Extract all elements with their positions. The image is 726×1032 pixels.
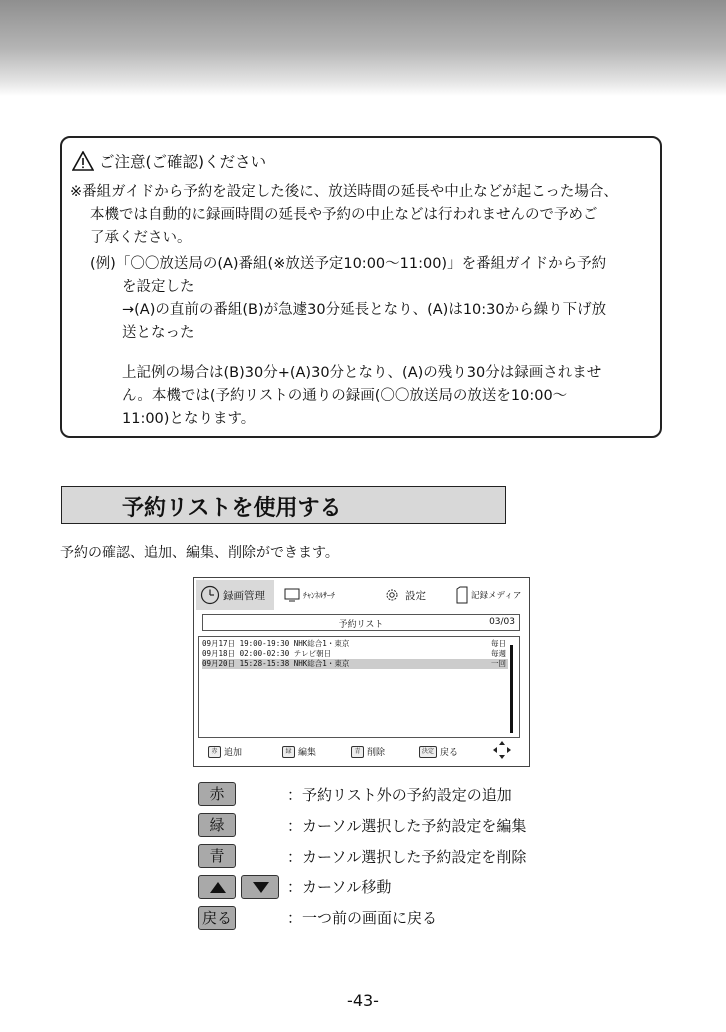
enter-key-icon: 決定 <box>419 746 437 758</box>
tab-recording-media[interactable] <box>456 580 521 610</box>
back-button-description: ：一つ前の画面に戻る <box>287 909 438 927</box>
notice-title <box>72 150 266 172</box>
up-arrow-icon <box>210 882 226 893</box>
notice-box <box>60 136 662 438</box>
green-button: 緑 <box>198 813 236 837</box>
footer-add <box>208 745 242 758</box>
blue-key-icon: 青 <box>351 746 364 758</box>
section-heading-text: 予約リストを使用する <box>122 496 342 521</box>
notice-line: 送となった <box>122 325 195 341</box>
blue-button: 青 <box>198 844 236 868</box>
notice-line: ※番組ガイドから予約を設定した後に、放送時間の延長や中止などが起こった場合、 <box>70 184 618 200</box>
list-title-bar <box>202 614 520 631</box>
footer-back-label: 戻る <box>440 748 459 758</box>
sd-card-icon <box>456 586 468 604</box>
tab-recording-manager[interactable] <box>196 580 274 610</box>
notice-line: ん。本機では(予約リストの通りの録画(〇〇放送局の放送を10:00〜 <box>122 388 568 404</box>
red-button-description: ：予約リスト外の予約設定の追加 <box>287 786 512 804</box>
notice-line: →(A)の直前の番組(B)が急遽30分延長となり、(A)は10:30から繰り下げ放 <box>122 302 607 318</box>
up-button <box>198 875 236 899</box>
page-number: -43- <box>347 991 379 1010</box>
down-arrow-icon <box>253 882 269 893</box>
notice-line: 11:00)となります。 <box>122 411 256 427</box>
list-title: 予約リスト <box>338 620 384 630</box>
reservation-text: 09月17日 19:00-19:30 NHK総合1・東京 <box>202 639 350 648</box>
footer-add-label: 追加 <box>224 748 243 758</box>
gear-icon <box>384 587 400 603</box>
blue-button-description: ：カーソル選択した予約設定を削除 <box>287 848 527 866</box>
red-key-icon: 赤 <box>208 746 221 758</box>
tab-settings[interactable] <box>384 580 426 610</box>
reservation-text: 09月18日 02:00-02:30 テレビ朝日 <box>202 649 332 658</box>
footer-back <box>419 745 458 758</box>
green-button-description: ：カーソル選択した予約設定を編集 <box>287 817 527 835</box>
notice-title-text: ご注意(ご確認)ください <box>99 153 267 171</box>
notice-line: (例)「〇〇放送局の(A)番組(※放送予定10:00〜11:00)」を番組ガイドから予約 <box>90 256 607 272</box>
list-item[interactable] <box>202 649 508 659</box>
notice-line: 上記例の場合は(B)30分+(A)30分となり、(A)の残り30分は録画されませ <box>122 365 602 381</box>
reservation-frequency: 一回 <box>491 659 506 668</box>
arrow-buttons-description: ：カーソル移動 <box>287 878 392 896</box>
notice-line: を設定した <box>122 279 195 295</box>
tab-label: 録画管理 <box>223 589 265 602</box>
dpad-icon <box>492 740 512 760</box>
reservation-frequency: 毎週 <box>491 649 506 658</box>
reservation-frequency: 毎日 <box>491 639 506 648</box>
tab-label: ﾁｬﾝﾈﾙｻｰﾁ <box>303 590 335 600</box>
tv-search-icon <box>284 587 300 603</box>
reservation-list-screen <box>193 577 530 767</box>
clock-icon <box>200 585 220 605</box>
footer-delete <box>351 745 385 758</box>
down-button <box>241 875 279 899</box>
tab-channel-search[interactable] <box>284 580 335 610</box>
header-band <box>0 0 726 96</box>
footer-edit <box>282 745 316 758</box>
scrollbar[interactable] <box>510 645 513 733</box>
red-button: 赤 <box>198 782 236 806</box>
footer-delete-label: 削除 <box>367 748 386 758</box>
notice-line: 本機では自動的に録画時間の延長や予約の中止などは行われませんので予めご <box>90 207 598 223</box>
section-intro: 予約の確認、追加、編集、削除ができます。 <box>60 545 339 561</box>
list-item-selected[interactable] <box>202 659 508 669</box>
reservation-list <box>198 636 520 738</box>
tab-label: 設定 <box>405 589 426 602</box>
section-heading <box>61 486 506 524</box>
warning-icon <box>72 151 94 171</box>
green-key-icon: 緑 <box>282 746 295 758</box>
page-indicator: 03/03 <box>489 617 515 627</box>
back-button: 戻る <box>198 906 236 930</box>
reservation-text: 09月20日 15:28-15:38 NHK総合1・東京 <box>202 659 350 668</box>
tab-label: 記録メディア <box>471 591 522 601</box>
footer-edit-label: 編集 <box>298 748 317 758</box>
notice-line: 了承ください。 <box>90 230 192 246</box>
list-item[interactable] <box>202 639 508 649</box>
